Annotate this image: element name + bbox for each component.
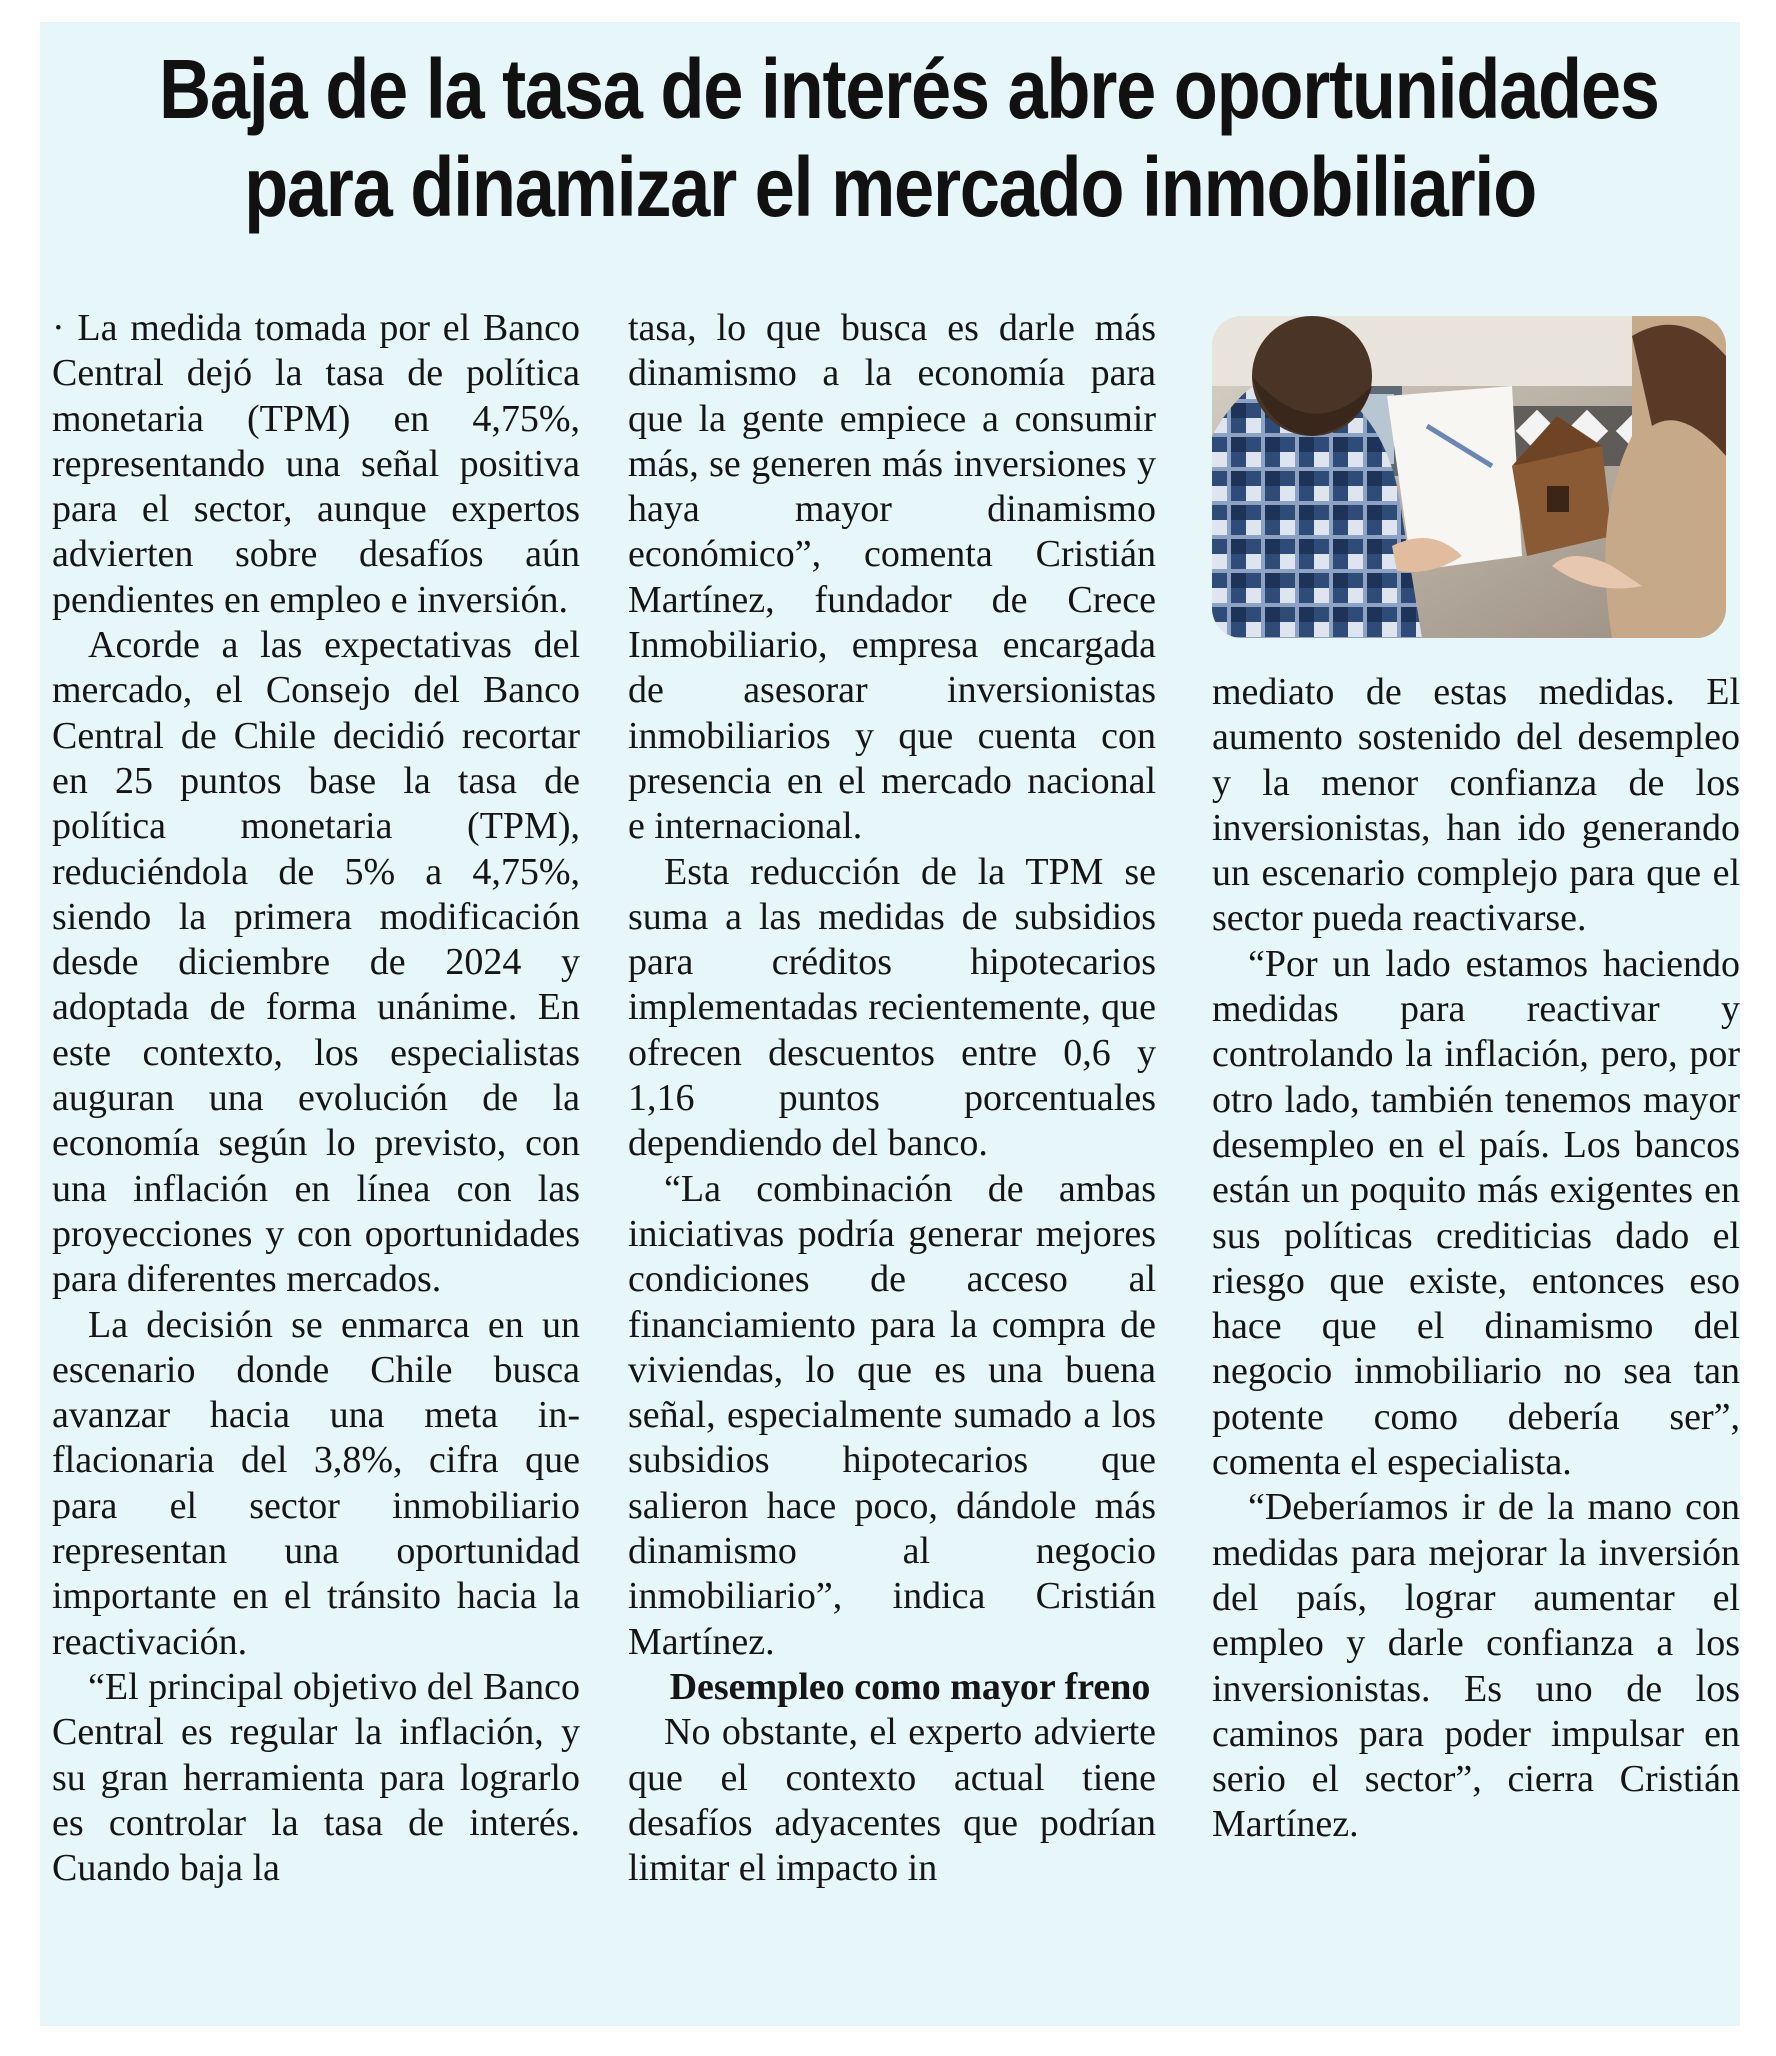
couple-with-house-model-image xyxy=(1212,316,1726,638)
paragraph: “La combinación de ambas iniciativas podría generar mejores condiciones de acceso al financiamiento para la compra de viviendas, lo que es una buena señal, especialmente sumado a los subsidios hipotecarios que salieron hace poco, dándole más dinamismo al negocio inmobiliario”, indica Cristián Martínez. xyxy=(628,1167,1156,1663)
headline-line-1: Baja de la tasa de interés abre oportunidades xyxy=(159,42,1659,136)
paragraph: tasa, lo que busca es darle más dinamismo a la economía para que la gente empiece a consumir más, se generen más inversiones y haya mayor dinamismo económico”, comenta Cristián Martínez, fundador de Crece Inmobiliario, empresa encargada de asesorar inversionistas inmobiliarios y que cuenta con presencia en el mercado nacional e internacional. xyxy=(628,307,1156,848)
paragraph: “Por un lado estamos haciendo medidas para reactivar y controlando la inflación, pero, por otro lado, también tenemos mayor desempleo en el país. Los bancos están un poquito más exigentes en sus políticas crediticias dado el riesgo que existe, entonces eso hace que el dinamismo del negocio inmobiliario no sea tan potente como debería ser”, comenta el especialista. xyxy=(1212,942,1740,1484)
paragraph: Acorde a las expectativas del mercado, el Consejo del Banco Central de Chile decidió recortar en 25 puntos base la tasa de política monetaria (TPM), reduciéndola de 5% a 4,75%, siendo la primera modificación desde diciembre de 2024 y adoptada de forma unánime. En este contexto, los especialistas auguran una evolución de la economía según lo previsto, con una inflación en línea con las proyecciones y con oportunidades para diferentes mercados. xyxy=(52,624,580,1301)
paragraph: La decisión se enmarca en un escenario donde Chile busca avanzar hacia una meta inflacionaria del 3,8%, cifra que para el sector inmobiliario representan una oportunidad importante en el tránsito hacia la reactivación. xyxy=(52,1303,580,1663)
headline xyxy=(159,40,1659,236)
lead-bullet: · La medida tomada por el Banco Central dejó la tasa de política monetaria (TPM) en 4,75%, representando una señal positiva para el sector, aunque expertos advierten sobre desafíos aún pendientes en empleo e inversión. xyxy=(52,307,580,621)
paragraph: “Deberíamos ir de la mano con medidas para mejorar la inversión del país, lograr aumentar el empleo y darle confianza a los inversionistas. Es uno de los caminos para poder impulsar en serio el sector”, cierra Cristián Martínez. xyxy=(1212,1486,1740,1846)
paragraph: No obstante, el experto advierte que el contexto actual tiene desafíos adyacentes que podrían limitar el impacto in xyxy=(628,1711,1156,1890)
paragraph: mediato de estas medidas. El aumento sostenido del desempleo y la menor confianza de los inversionistas, han ido generando un escenario complejo para que el sector pueda reactivarse. xyxy=(1212,671,1740,940)
column-3 xyxy=(1212,670,1740,1848)
article-photo xyxy=(1212,316,1726,638)
paragraph: “El principal objetivo del Banco Central es regular la inflación, y su gran herramienta para lograrlo es controlar la tasa de interés. Cuando baja la xyxy=(52,1665,580,1890)
section-subheading: Desempleo como mayor freno xyxy=(669,1665,1151,1708)
column-2 xyxy=(628,306,1156,1891)
headline-line-2: para dinamizar el mercado inmobiliario xyxy=(244,140,1536,234)
paragraph: Esta reducción de la TPM se suma a las medidas de subsidios para créditos hipotecarios implementadas recientemente, que ofrecen descuentos entre 0,6 y 1,16 puntos porcentuales dependiendo del banco. xyxy=(628,850,1156,1165)
column-1 xyxy=(52,306,580,1891)
